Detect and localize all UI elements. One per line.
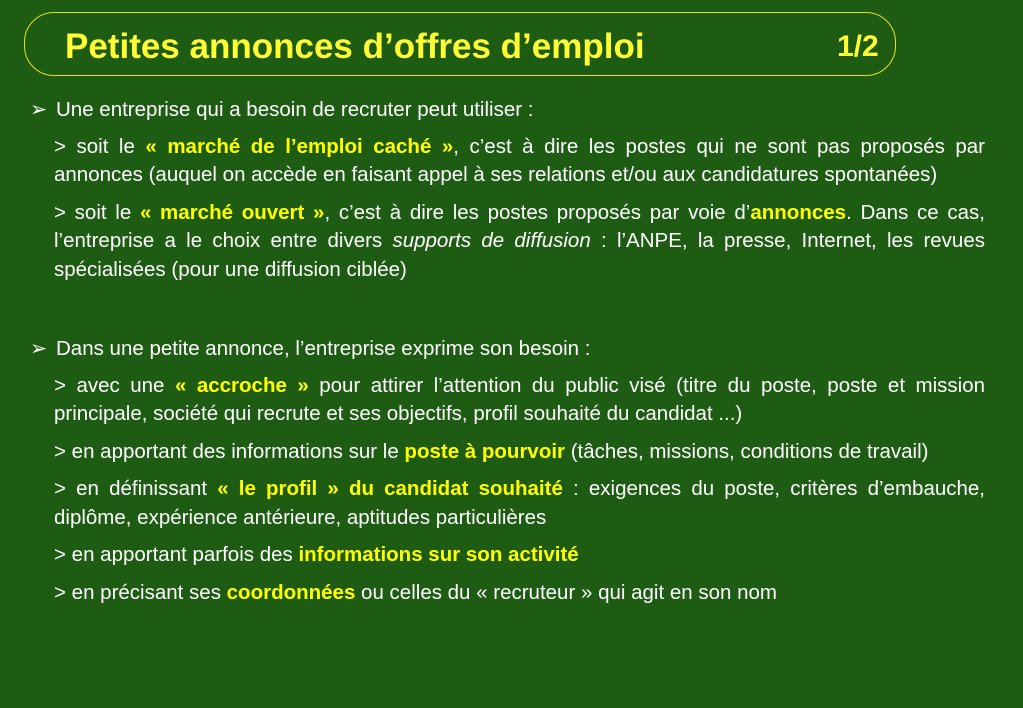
text-run: . Dans ce cas, l’entreprise a le choix entre divers <box>54 200 985 252</box>
section-1-heading-text: Une entreprise qui a besoin de recruter peut utiliser : <box>56 98 534 121</box>
arrow-bullet-icon: ➢ <box>30 98 48 121</box>
section-spacer <box>30 293 985 335</box>
section-1-heading <box>30 96 985 125</box>
text-run: , c’est à dire les postes proposés par voie d’ <box>324 200 751 224</box>
text-run: > en apportant des informations sur le <box>54 439 405 463</box>
paragraph-coordonnees <box>54 579 985 608</box>
paragraph-accroche <box>54 372 985 429</box>
slide-title: Petites annonces d’offres d’emploi <box>65 27 645 66</box>
text-run: > soit le <box>54 200 140 224</box>
paragraph-poste <box>54 438 985 467</box>
highlight-annonces: annonces <box>750 200 847 224</box>
highlight-accroche: « accroche » <box>174 373 309 397</box>
text-run: , c’est à dire les postes qui ne sont pas proposés par annonces (auquel on accède en faisant appel à ses relations et/ou aux candidatures spontanées) <box>54 134 986 186</box>
section-2-heading-text: Dans une petite annonce, l’entreprise exprime son besoin : <box>56 337 591 360</box>
highlight-profil: « le profil » du candidat souhaité <box>217 477 563 500</box>
paragraph-hidden-market <box>54 133 985 190</box>
highlight-hidden-market: « marché de l’emploi caché » <box>145 134 454 158</box>
text-run: > en définissant <box>54 477 218 500</box>
text-run: (tâches, missions, conditions de travail) <box>565 439 929 463</box>
section-2-heading <box>30 335 985 364</box>
highlight-open-market: « marché ouvert » <box>139 200 325 224</box>
title-frame <box>24 12 896 76</box>
italic-supports: supports de diffusion <box>392 229 591 252</box>
text-run: > en précisant ses <box>54 580 227 604</box>
page-indicator: 1/2 <box>837 30 879 63</box>
text-run: > en apportant parfois des <box>54 543 299 566</box>
paragraph-open-market <box>54 199 985 285</box>
arrow-bullet-icon: ➢ <box>30 337 48 360</box>
text-run: pour attirer l’attention du public visé (titre du poste, poste et mission principale, société qui recrute et ses objectifs, profil souhaité du candidat ...) <box>54 373 985 425</box>
highlight-coordonnees: coordonnées <box>226 580 356 604</box>
highlight-poste: poste à pourvoir <box>404 439 566 463</box>
text-run: > soit le <box>54 134 146 158</box>
text-run: ou celles du « recruteur » qui agit en son nom <box>355 580 778 604</box>
paragraph-activite <box>54 541 985 570</box>
text-run: : exigences du poste, critères d’embauche, diplôme, expérience antérieure, aptitudes particulières <box>54 477 985 529</box>
text-run: : l’ANPE, la presse, Internet, les revues spécialisées (pour une diffusion ciblée) <box>54 229 985 281</box>
paragraph-profil <box>54 475 985 532</box>
text-run: > avec une <box>54 373 175 397</box>
slide-content <box>30 96 985 616</box>
highlight-activite: informations sur son activité <box>298 543 579 566</box>
